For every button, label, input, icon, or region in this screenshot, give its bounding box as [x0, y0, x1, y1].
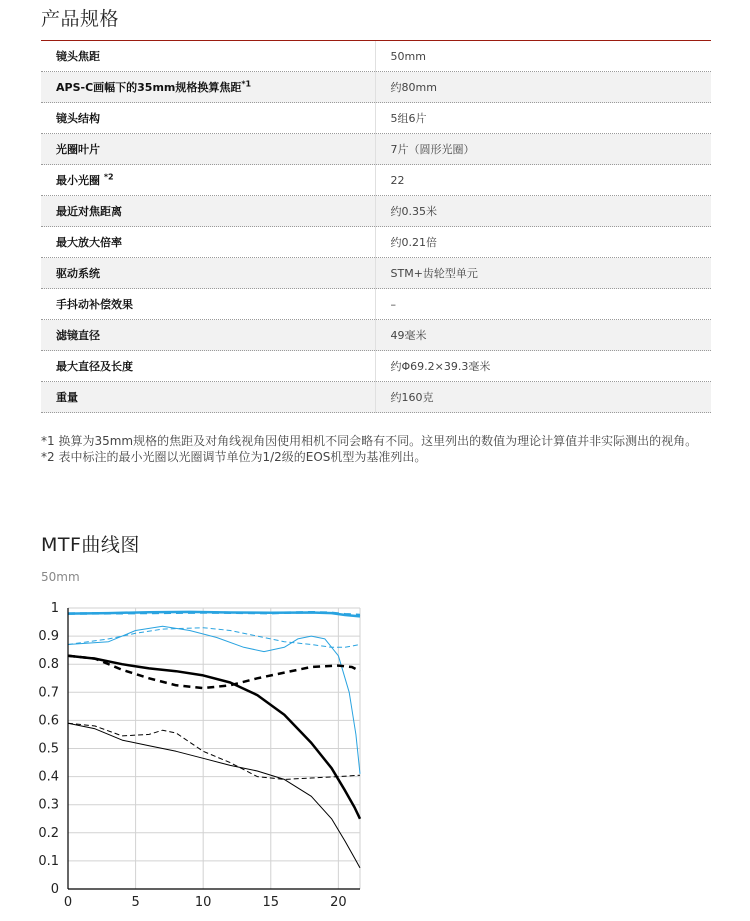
spec-label-text: APS-C画幅下的35mm规格换算焦距	[56, 81, 242, 94]
spec-label-text: 手抖动补偿效果	[56, 298, 133, 311]
note-1: *1 换算为35mm规格的焦距及对角线视角因使用相机不同会略有不同。这里列出的数值为理论计算值并非实际测出的视角。	[41, 434, 698, 448]
spec-label-text: 最近对焦距离	[56, 205, 122, 218]
spec-value: 约80mm	[375, 72, 711, 103]
mtf-series-line-5	[68, 656, 360, 819]
spec-value: 5组6片	[375, 103, 711, 134]
footnote-marker: *1	[241, 79, 252, 89]
spec-label-text: 驱动系统	[56, 267, 100, 280]
spec-label-text: 镜头焦距	[56, 50, 100, 63]
spec-label	[41, 41, 375, 72]
spec-label-text: 镜头结构	[56, 112, 100, 125]
spec-label-text: 最小光圈	[56, 174, 104, 187]
x-tick-label: 0	[63, 895, 73, 910]
x-tick-label: 10	[194, 895, 212, 910]
spec-value: 约0.21倍	[375, 227, 711, 258]
spec-notes	[41, 433, 711, 465]
spec-row	[41, 41, 711, 72]
mtf-series-line-3	[68, 626, 360, 774]
x-tick-label: 15	[262, 895, 280, 910]
spec-value: 约160克	[375, 382, 711, 413]
spec-section-title: 产品规格	[41, 8, 120, 30]
spec-table	[41, 41, 711, 413]
x-tick-label: 5	[131, 895, 140, 910]
spec-label	[41, 72, 375, 103]
y-tick-label: 0.2	[38, 825, 59, 841]
spec-label-text: 重量	[56, 391, 78, 404]
y-tick-label: 0.1	[38, 853, 59, 869]
spec-value: 22	[375, 165, 711, 196]
spec-label	[41, 165, 375, 196]
y-tick-label: 0.6	[38, 713, 59, 729]
y-tick-label: 0.7	[38, 685, 59, 701]
spec-label	[41, 196, 375, 227]
spec-label-text: 最大放大倍率	[56, 236, 122, 249]
spec-value: 7片（圆形光圈）	[375, 134, 711, 165]
mtf-series-line-7	[68, 723, 360, 868]
mtf-chart	[30, 595, 370, 921]
spec-row	[41, 103, 711, 134]
mtf-focal-length: 50mm	[41, 570, 80, 584]
spec-value: STM+齿轮型单元	[375, 258, 711, 289]
spec-label	[41, 258, 375, 289]
spec-value: 约0.35米	[375, 196, 711, 227]
y-tick-label: 0.3	[38, 797, 59, 813]
y-tick-label: 0.5	[38, 741, 59, 757]
spec-row	[41, 320, 711, 351]
spec-label	[41, 227, 375, 258]
spec-label-text: 光圈叶片	[56, 143, 100, 156]
spec-label-text: 滤镜直径	[56, 329, 100, 342]
spec-value: 50mm	[375, 41, 711, 72]
spec-label	[41, 351, 375, 382]
spec-row	[41, 134, 711, 165]
spec-row	[41, 196, 711, 227]
mtf-series-line-8	[68, 723, 360, 779]
y-tick-label: 0.4	[38, 769, 59, 785]
spec-label	[41, 320, 375, 351]
spec-row	[41, 351, 711, 382]
x-tick-label: 20	[330, 895, 347, 910]
spec-row	[41, 382, 711, 413]
mtf-series-line-6	[68, 656, 360, 688]
footnote-marker: *2	[103, 172, 114, 182]
y-tick-label: 0.9	[38, 629, 59, 645]
spec-row	[41, 289, 711, 320]
mtf-section-title: MTF曲线图	[41, 534, 140, 556]
spec-label	[41, 289, 375, 320]
spec-label	[41, 103, 375, 134]
spec-row	[41, 258, 711, 289]
spec-row	[41, 72, 711, 103]
spec-value: –	[375, 289, 711, 320]
spec-label	[41, 382, 375, 413]
spec-row	[41, 165, 711, 196]
spec-row	[41, 227, 711, 258]
y-tick-label: 0	[50, 882, 59, 897]
spec-label-text: 最大直径及长度	[56, 360, 133, 373]
y-tick-label: 1	[50, 601, 59, 616]
spec-value: 约Φ69.2×39.3毫米	[375, 351, 711, 382]
spec-value: 49毫米	[375, 320, 711, 351]
y-tick-label: 0.8	[38, 657, 59, 673]
note-2: *2 表中标注的最小光圈以光圈调节单位为1/2级的EOS机型为基准列出。	[41, 450, 427, 464]
spec-label	[41, 134, 375, 165]
